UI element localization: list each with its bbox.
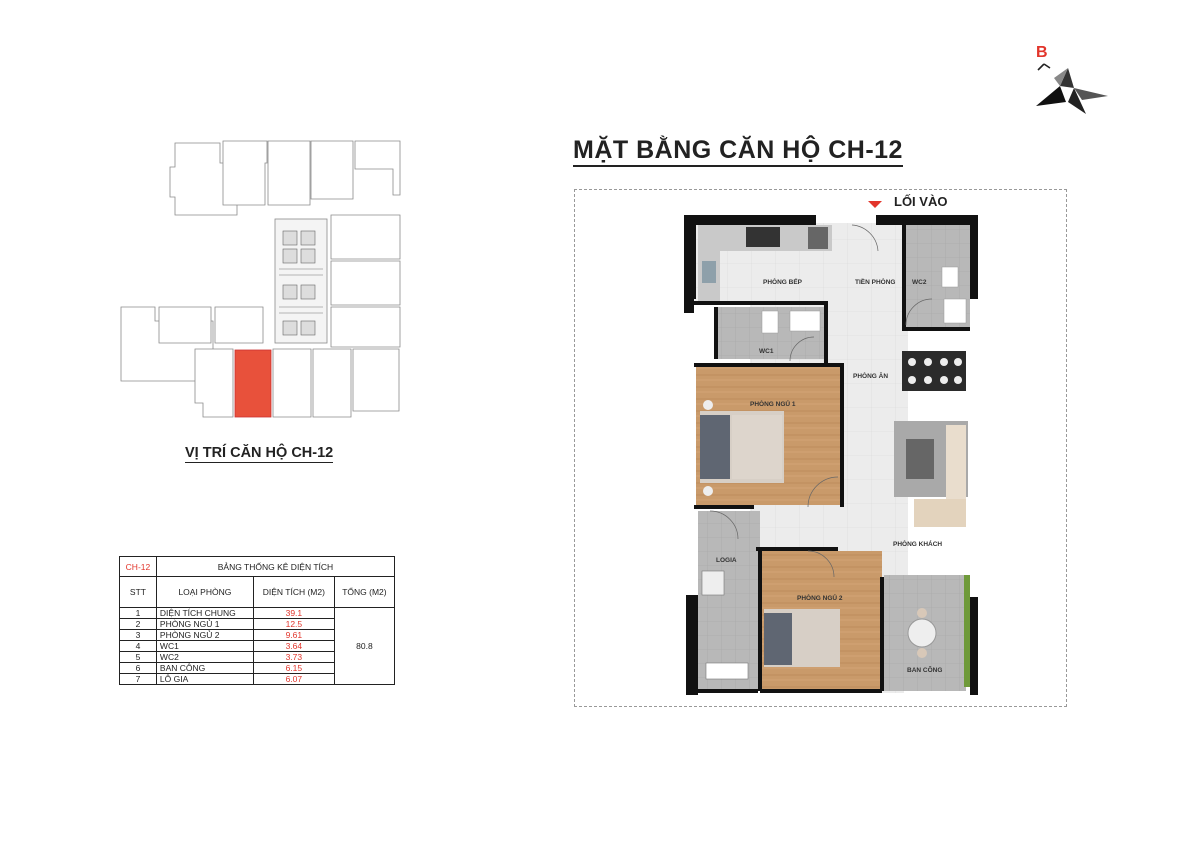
- row-name: BAN CÔNG: [156, 663, 253, 674]
- row-name: WC1: [156, 641, 253, 652]
- col-header: STT: [120, 577, 157, 608]
- col-header: DIỆN TÍCH (M2): [253, 577, 334, 608]
- table-code: CH-12: [120, 557, 157, 577]
- row-stt: 4: [120, 641, 157, 652]
- room-label-living: PHÒNG KHÁCH: [893, 541, 943, 548]
- page-title: MẶT BẰNG CĂN HỘ CH-12: [573, 136, 903, 167]
- row-stt: 1: [120, 608, 157, 619]
- row-stt: 7: [120, 674, 157, 685]
- row-stt: 2: [120, 619, 157, 630]
- room-label-dining: PHÒNG ĂN: [853, 373, 889, 380]
- row-stt: 5: [120, 652, 157, 663]
- row-area: 12.5: [253, 619, 334, 630]
- entrance-label: LỐI VÀO: [894, 194, 948, 209]
- room-label-wc1: WC1: [759, 348, 774, 355]
- row-name: PHÒNG NGỦ 1: [156, 619, 253, 630]
- room-label-bedroom2: PHÒNG NGỦ 2: [797, 595, 843, 602]
- entrance-arrow-icon: [868, 201, 882, 208]
- row-stt: 6: [120, 663, 157, 674]
- room-label-foyer: TIỀN PHÒNG: [855, 279, 896, 286]
- room-label-kitchen: PHÒNG BẾP: [763, 279, 803, 286]
- table-heading: BẢNG THỐNG KÊ DIỆN TÍCH: [156, 557, 394, 577]
- row-name: WC2: [156, 652, 253, 663]
- floor-plan: [680, 215, 980, 697]
- row-area: 9.61: [253, 630, 334, 641]
- row-area: 6.07: [253, 674, 334, 685]
- row-area: 3.73: [253, 652, 334, 663]
- compass-letter: B: [1036, 44, 1048, 61]
- highlighted-unit: [235, 350, 271, 417]
- row-name: DIỆN TÍCH CHUNG: [156, 608, 253, 619]
- table-row: [120, 608, 395, 619]
- compass-icon: [1030, 62, 1110, 118]
- room-label-wc2: WC2: [912, 279, 927, 286]
- location-title: VỊ TRÍ CĂN HỘ CH-12: [185, 445, 334, 461]
- room-label-logia: LOGIA: [716, 557, 737, 564]
- room-label-bedroom1: PHÒNG NGỦ 1: [750, 401, 796, 408]
- area-table: [119, 556, 395, 685]
- row-name: LÔ GIA: [156, 674, 253, 685]
- row-area: 39.1: [253, 608, 334, 619]
- col-header: TỔNG (M2): [334, 577, 394, 608]
- key-plan: [115, 135, 415, 425]
- row-area: 6.15: [253, 663, 334, 674]
- col-header: LOẠI PHÒNG: [156, 577, 253, 608]
- room-label-balcony: BAN CÔNG: [907, 667, 943, 674]
- table-total: 80.8: [334, 608, 394, 685]
- row-name: PHÒNG NGỦ 2: [156, 630, 253, 641]
- row-area: 3.64: [253, 641, 334, 652]
- row-stt: 3: [120, 630, 157, 641]
